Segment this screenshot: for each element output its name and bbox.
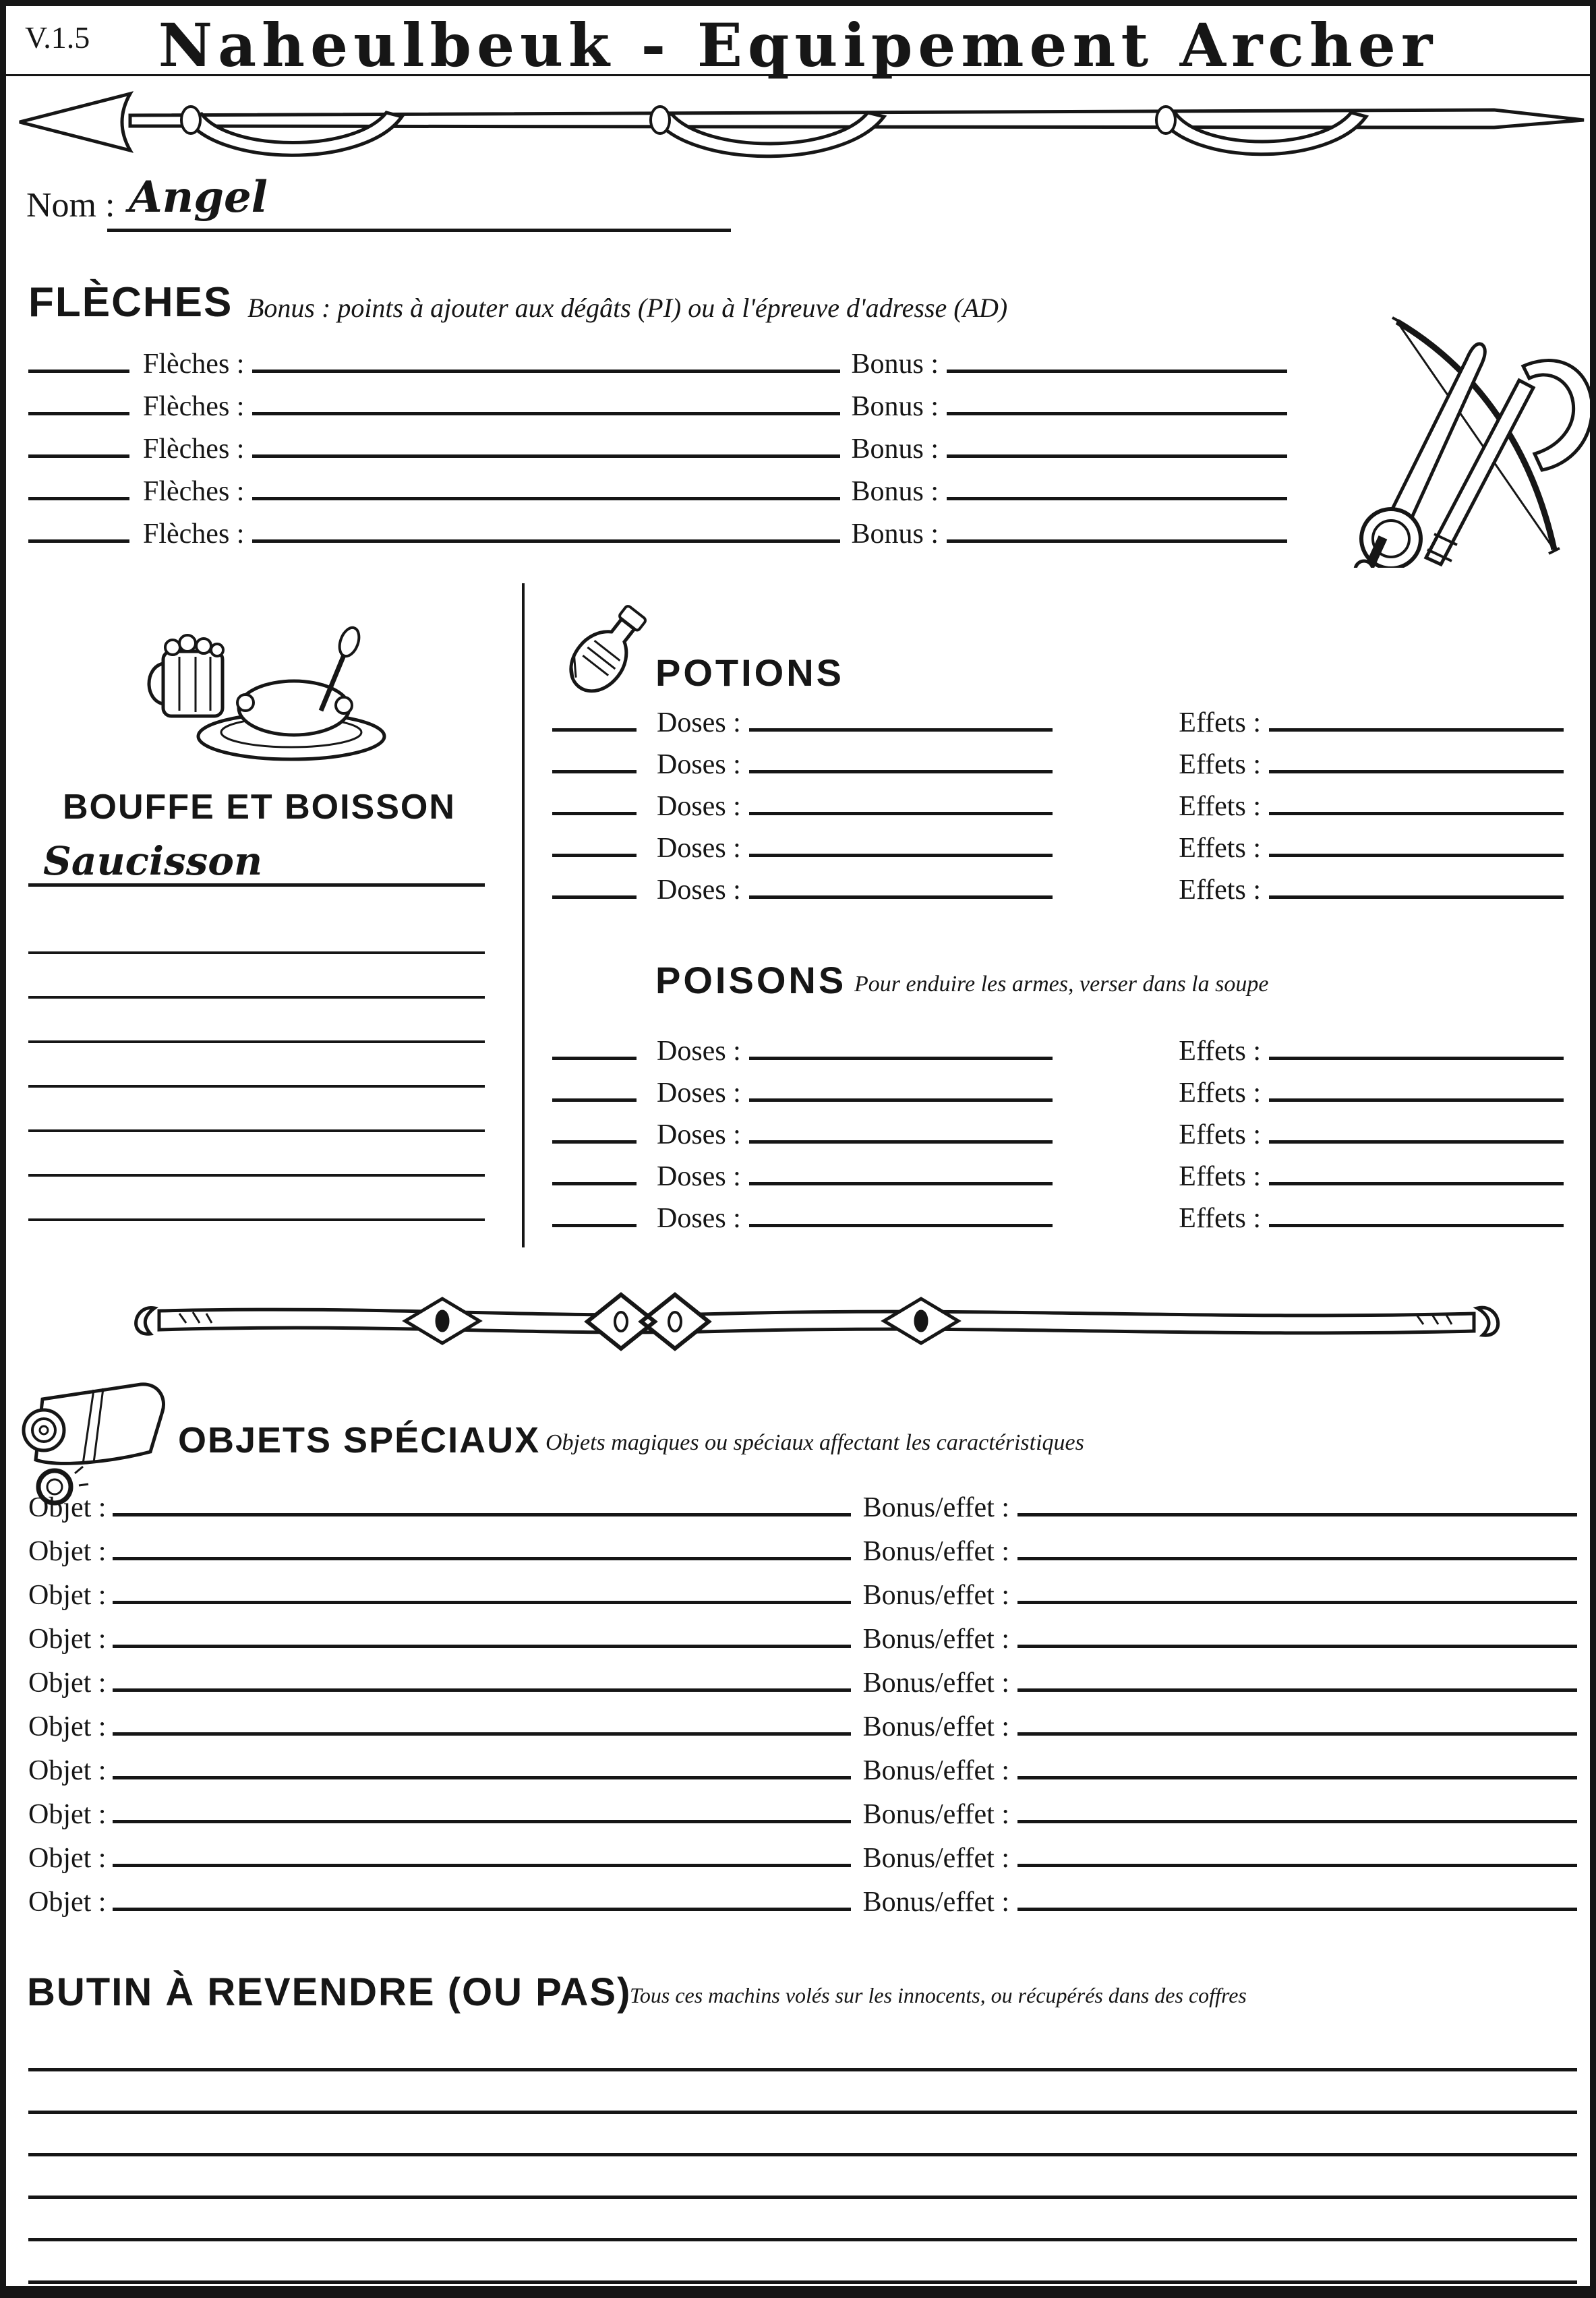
poisons-row <box>552 1160 1564 1202</box>
fleches-row-label: Flèches : <box>143 391 245 422</box>
potions-row <box>552 832 1564 874</box>
fleches-bonus-label: Bonus : <box>851 476 939 507</box>
poison-doses-line[interactable] <box>749 1050 1053 1060</box>
fleches-heading: FLÈCHES <box>28 279 233 326</box>
fleches-row-label: Flèches : <box>143 476 245 507</box>
food-and-drink-icon <box>144 610 390 765</box>
potion-qty-line[interactable] <box>552 889 637 899</box>
fleches-row <box>28 348 1287 390</box>
poison-doses-line[interactable] <box>749 1133 1053 1144</box>
fleches-bonus-line[interactable] <box>947 533 1287 543</box>
objet-row <box>28 1667 1577 1711</box>
potion-effets-line[interactable] <box>1269 763 1564 773</box>
objet-bonus-label: Bonus/effet : <box>862 1843 1009 1874</box>
objet-label: Objet : <box>28 1492 107 1523</box>
potion-bottle-icon <box>554 597 655 710</box>
objet-label: Objet : <box>28 1668 107 1699</box>
poison-effets-label: Effets : <box>1179 1036 1261 1067</box>
header-divider <box>6 74 1590 76</box>
poisons-note: Pour enduire les armes, verser dans la soupe <box>854 972 1269 997</box>
fleches-qty-line[interactable] <box>28 405 129 415</box>
fleches-row <box>28 518 1287 560</box>
staff-divider-icon <box>122 1284 1510 1359</box>
name-line[interactable] <box>107 229 731 232</box>
objet-bonus-line[interactable] <box>1017 1638 1577 1648</box>
potions-heading: POTIONS <box>655 651 845 694</box>
objets-rows <box>28 1492 1577 1930</box>
potion-effets-label: Effets : <box>1179 875 1261 906</box>
poisons-row <box>552 1202 1564 1244</box>
fleches-note: Bonus : points à ajouter aux dégâts (PI) ou à l'épreuve d'adresse (AD) <box>247 293 1008 323</box>
potion-effets-label: Effets : <box>1179 833 1261 864</box>
potions-row <box>552 874 1564 916</box>
poison-effets-line[interactable] <box>1269 1050 1564 1060</box>
butin-line[interactable] <box>28 2280 1577 2284</box>
objet-row <box>28 1886 1577 1930</box>
poison-effets-label: Effets : <box>1179 1119 1261 1150</box>
poisons-rows <box>552 1035 1564 1244</box>
poison-qty-line[interactable] <box>552 1092 637 1102</box>
objets-heading: OBJETS SPÉCIAUX <box>178 1420 541 1461</box>
poison-effets-label: Effets : <box>1179 1203 1261 1234</box>
objet-bonus-line[interactable] <box>1017 1682 1577 1692</box>
objet-bonus-line[interactable] <box>1017 1726 1577 1736</box>
objet-label: Objet : <box>28 1624 107 1655</box>
poison-doses-label: Doses : <box>657 1161 741 1192</box>
potion-qty-line[interactable] <box>552 805 637 815</box>
butin-line[interactable] <box>28 2111 1577 2114</box>
objet-line[interactable] <box>113 1813 850 1823</box>
crossed-weapons-icon <box>1326 301 1596 568</box>
objet-line[interactable] <box>113 1901 850 1911</box>
poison-doses-line[interactable] <box>749 1092 1053 1102</box>
bouffe-blank-line[interactable] <box>28 1040 485 1043</box>
poison-qty-line[interactable] <box>552 1133 637 1144</box>
objet-row <box>28 1798 1577 1842</box>
potion-effets-line[interactable] <box>1269 721 1564 732</box>
bouffe-blank-line[interactable] <box>28 1129 485 1132</box>
bouffe-heading: BOUFFE ET BOISSON <box>63 788 456 827</box>
poison-doses-label: Doses : <box>657 1119 741 1150</box>
objets-note: Objets magiques ou spéciaux affectant les caractéristiques <box>545 1430 1084 1455</box>
fleches-row-label: Flèches : <box>143 519 245 550</box>
poison-effets-label: Effets : <box>1179 1078 1261 1109</box>
bouffe-blank-line[interactable] <box>28 996 485 999</box>
potion-effets-label: Effets : <box>1179 749 1261 780</box>
potion-doses-label: Doses : <box>657 707 741 738</box>
potion-effets-line[interactable] <box>1269 889 1564 899</box>
objet-label: Objet : <box>28 1536 107 1567</box>
poisons-heading: POISONS <box>655 959 847 1001</box>
potion-doses-label: Doses : <box>657 749 741 780</box>
potions-row <box>552 790 1564 832</box>
fleches-bonus-line[interactable] <box>947 363 1287 373</box>
objet-row <box>28 1579 1577 1623</box>
butin-note: Tous ces machins volés sur les innocents, ou récupérés dans des coffres <box>630 1983 1247 2007</box>
poison-effets-line[interactable] <box>1269 1217 1564 1227</box>
potion-effets-label: Effets : <box>1179 791 1261 822</box>
potion-effets-line[interactable] <box>1269 847 1564 857</box>
objet-bonus-line[interactable] <box>1017 1901 1577 1911</box>
poison-qty-line[interactable] <box>552 1217 637 1227</box>
fleches-type-line[interactable] <box>252 405 840 415</box>
objet-line[interactable] <box>113 1506 850 1516</box>
fleches-row-label: Flèches : <box>143 349 245 380</box>
potion-doses-line[interactable] <box>749 721 1053 732</box>
fleches-rows <box>28 348 1287 560</box>
bouffe-entry-line[interactable] <box>28 883 485 887</box>
fleches-qty-line[interactable] <box>28 533 129 543</box>
objet-label: Objet : <box>28 1580 107 1611</box>
objet-line[interactable] <box>113 1594 850 1604</box>
objet-row <box>28 1711 1577 1755</box>
butin-line[interactable] <box>28 2068 1577 2071</box>
potions-row <box>552 748 1564 790</box>
potion-doses-label: Doses : <box>657 875 741 906</box>
objet-line[interactable] <box>113 1726 850 1736</box>
objet-line[interactable] <box>113 1638 850 1648</box>
potion-qty-line[interactable] <box>552 721 637 732</box>
poison-effets-label: Effets : <box>1179 1161 1261 1192</box>
column-divider <box>522 583 525 1247</box>
objet-line[interactable] <box>113 1682 850 1692</box>
bouffe-blank-line[interactable] <box>28 951 485 954</box>
bouffe-entry-value[interactable]: Saucisson <box>43 838 263 884</box>
poison-effets-line[interactable] <box>1269 1175 1564 1185</box>
fleches-bonus-label: Bonus : <box>851 434 939 465</box>
fleches-bonus-label: Bonus : <box>851 519 939 550</box>
objet-label: Objet : <box>28 1799 107 1830</box>
fleches-bonus-line[interactable] <box>947 448 1287 458</box>
poisons-row <box>552 1119 1564 1160</box>
objet-label: Objet : <box>28 1711 107 1742</box>
objet-bonus-line[interactable] <box>1017 1857 1577 1867</box>
potion-doses-line[interactable] <box>749 889 1053 899</box>
sheet-version: V.1.5 <box>25 20 90 55</box>
objet-bonus-line[interactable] <box>1017 1594 1577 1604</box>
poison-qty-line[interactable] <box>552 1050 637 1060</box>
fleches-bonus-label: Bonus : <box>851 391 939 422</box>
fleches-row-label: Flèches : <box>143 434 245 465</box>
objet-bonus-line[interactable] <box>1017 1506 1577 1516</box>
poison-effets-line[interactable] <box>1269 1092 1564 1102</box>
potion-doses-label: Doses : <box>657 833 741 864</box>
potion-doses-line[interactable] <box>749 805 1053 815</box>
fleches-bonus-line[interactable] <box>947 490 1287 500</box>
name-value[interactable]: Angel <box>129 172 268 223</box>
potions-rows <box>552 707 1564 916</box>
poison-effets-line[interactable] <box>1269 1133 1564 1144</box>
objet-row <box>28 1492 1577 1535</box>
fleches-bonus-label: Bonus : <box>851 349 939 380</box>
fleches-row <box>28 433 1287 475</box>
poisons-row <box>552 1035 1564 1077</box>
objet-bonus-label: Bonus/effet : <box>862 1580 1009 1611</box>
objet-row <box>28 1842 1577 1886</box>
potions-row <box>552 707 1564 748</box>
objet-label: Objet : <box>28 1755 107 1786</box>
poison-doses-line[interactable] <box>749 1175 1053 1185</box>
bouffe-blank-line[interactable] <box>28 1085 485 1088</box>
objet-line[interactable] <box>113 1550 850 1560</box>
fleches-bonus-line[interactable] <box>947 405 1287 415</box>
potion-qty-line[interactable] <box>552 847 637 857</box>
bouffe-blank-line[interactable] <box>28 1174 485 1177</box>
potion-doses-label: Doses : <box>657 791 741 822</box>
objet-bonus-label: Bonus/effet : <box>862 1711 1009 1742</box>
objet-bonus-label: Bonus/effet : <box>862 1536 1009 1567</box>
objet-bonus-label: Bonus/effet : <box>862 1492 1009 1523</box>
page-title: Naheulbeuk - Equipement Archer <box>158 10 1438 80</box>
poison-doses-line[interactable] <box>749 1217 1053 1227</box>
objet-row <box>28 1755 1577 1798</box>
bouffe-blank-lines <box>28 951 485 1263</box>
potion-qty-line[interactable] <box>552 763 637 773</box>
potion-effets-line[interactable] <box>1269 805 1564 815</box>
objet-line[interactable] <box>113 1769 850 1779</box>
butin-line[interactable] <box>28 2196 1577 2199</box>
butin-line[interactable] <box>28 2153 1577 2156</box>
fleches-qty-line[interactable] <box>28 363 129 373</box>
objet-label: Objet : <box>28 1887 107 1918</box>
objet-bonus-line[interactable] <box>1017 1550 1577 1560</box>
objet-line[interactable] <box>113 1857 850 1867</box>
objet-bonus-label: Bonus/effet : <box>862 1624 1009 1655</box>
poison-doses-label: Doses : <box>657 1036 741 1067</box>
fleches-type-line[interactable] <box>252 490 840 500</box>
objet-bonus-line[interactable] <box>1017 1769 1577 1779</box>
butin-heading: BUTIN À REVENDRE (OU PAS) <box>27 1970 632 2014</box>
objet-bonus-label: Bonus/effet : <box>862 1887 1009 1918</box>
poison-doses-label: Doses : <box>657 1203 741 1234</box>
objet-label: Objet : <box>28 1843 107 1874</box>
poisons-row <box>552 1077 1564 1119</box>
potion-doses-line[interactable] <box>749 763 1053 773</box>
fleches-qty-line[interactable] <box>28 448 129 458</box>
fleches-type-line[interactable] <box>252 448 840 458</box>
bouffe-blank-line[interactable] <box>28 1218 485 1221</box>
spear-ribbon-divider-icon <box>14 82 1592 168</box>
scroll-and-ring-icon <box>13 1365 175 1510</box>
objet-row <box>28 1535 1577 1579</box>
potion-effets-label: Effets : <box>1179 707 1261 738</box>
name-label: Nom : <box>26 186 115 225</box>
fleches-type-line[interactable] <box>252 533 840 543</box>
objet-bonus-label: Bonus/effet : <box>862 1668 1009 1699</box>
fleches-row <box>28 390 1287 433</box>
fleches-type-line[interactable] <box>252 363 840 373</box>
objet-bonus-label: Bonus/effet : <box>862 1755 1009 1786</box>
butin-lines <box>28 2068 1577 2298</box>
fleches-row <box>28 475 1287 518</box>
poison-doses-label: Doses : <box>657 1078 741 1109</box>
fleches-qty-line[interactable] <box>28 490 129 500</box>
poison-qty-line[interactable] <box>552 1175 637 1185</box>
objet-bonus-line[interactable] <box>1017 1813 1577 1823</box>
objet-row <box>28 1623 1577 1667</box>
butin-line[interactable] <box>28 2238 1577 2241</box>
potion-doses-line[interactable] <box>749 847 1053 857</box>
objet-bonus-label: Bonus/effet : <box>862 1799 1009 1830</box>
